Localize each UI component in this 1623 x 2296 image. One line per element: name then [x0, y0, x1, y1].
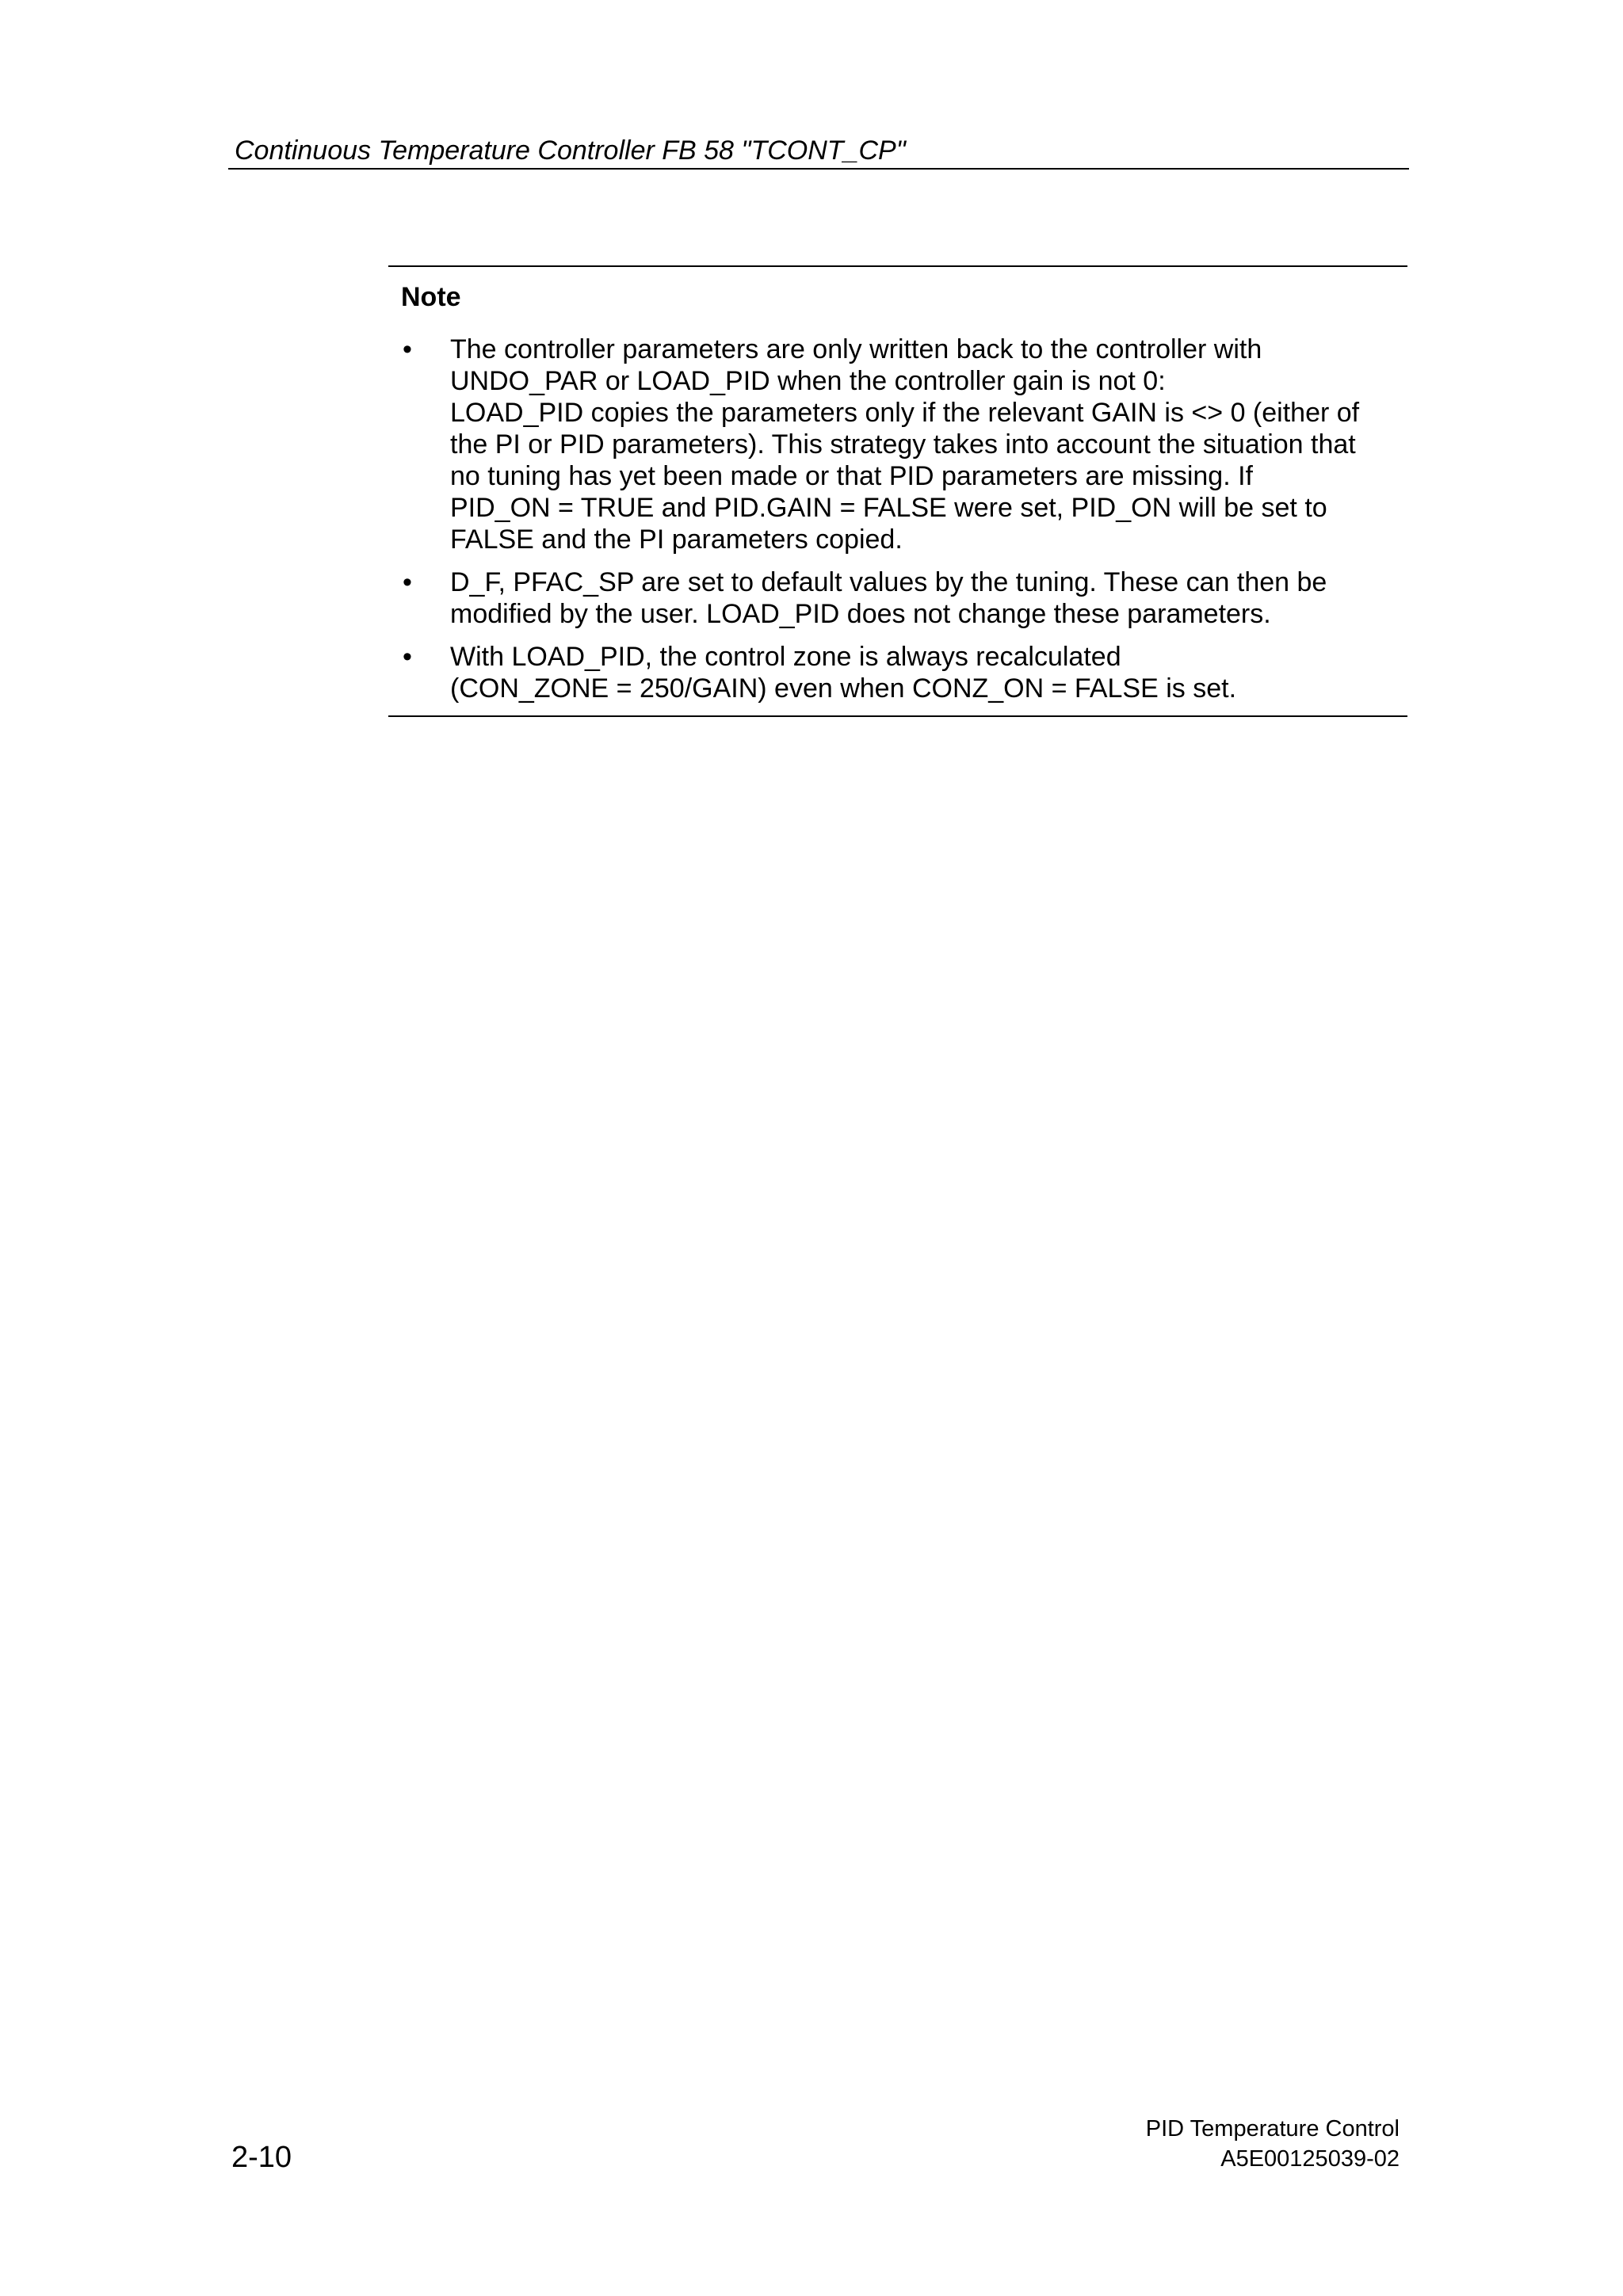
note-item-line: LOAD_PID copies the parameters only if the relevant GAIN is <> 0 (either of — [450, 398, 1360, 428]
note-item-line: FALSE and the PI parameters copied. — [450, 524, 903, 555]
note-item-line: UNDO_PAR or LOAD_PID when the controller gain is not 0: — [450, 366, 1166, 396]
note-item-line: D_F, PFAC_SP are set to default values by the tuning. These can then be — [450, 567, 1327, 597]
note-item-line: PID_ON = TRUE and PID.GAIN = FALSE were set, PID_ON will be set to — [450, 493, 1327, 523]
page-number: 2-10 — [231, 2141, 292, 2174]
note-item-line: the PI or PID parameters). This strategy takes into account the situation that — [450, 429, 1356, 460]
note-item — [388, 566, 1407, 630]
note-item — [388, 334, 1407, 555]
note-item-line: The controller parameters are only written back to the controller with — [450, 334, 1262, 364]
note-item-line: no tuning has yet been made or that PID parameters are missing. If — [450, 461, 1253, 491]
running-header: Continuous Temperature Controller FB 58 "TCONT_CP" — [235, 135, 906, 166]
document-number: A5E00125039-02 — [1220, 2146, 1400, 2172]
note-box — [388, 265, 1407, 717]
bullet-icon: • — [403, 642, 412, 672]
note-list — [388, 334, 1407, 704]
note-item-line: With LOAD_PID, the control zone is always recalculated — [450, 642, 1121, 672]
header-rule — [228, 168, 1409, 170]
manual-title: PID Temperature Control — [1145, 2116, 1400, 2142]
note-item — [388, 641, 1407, 704]
footer-document-info — [1146, 2114, 1400, 2174]
note-item-line: (CON_ZONE = 250/GAIN) even when CONZ_ON = FALSE is set. — [450, 673, 1237, 704]
bullet-icon: • — [403, 567, 412, 597]
bullet-icon: • — [403, 334, 412, 364]
note-title: Note — [401, 282, 461, 312]
note-item-line: modified by the user. LOAD_PID does not change these parameters. — [450, 599, 1271, 629]
